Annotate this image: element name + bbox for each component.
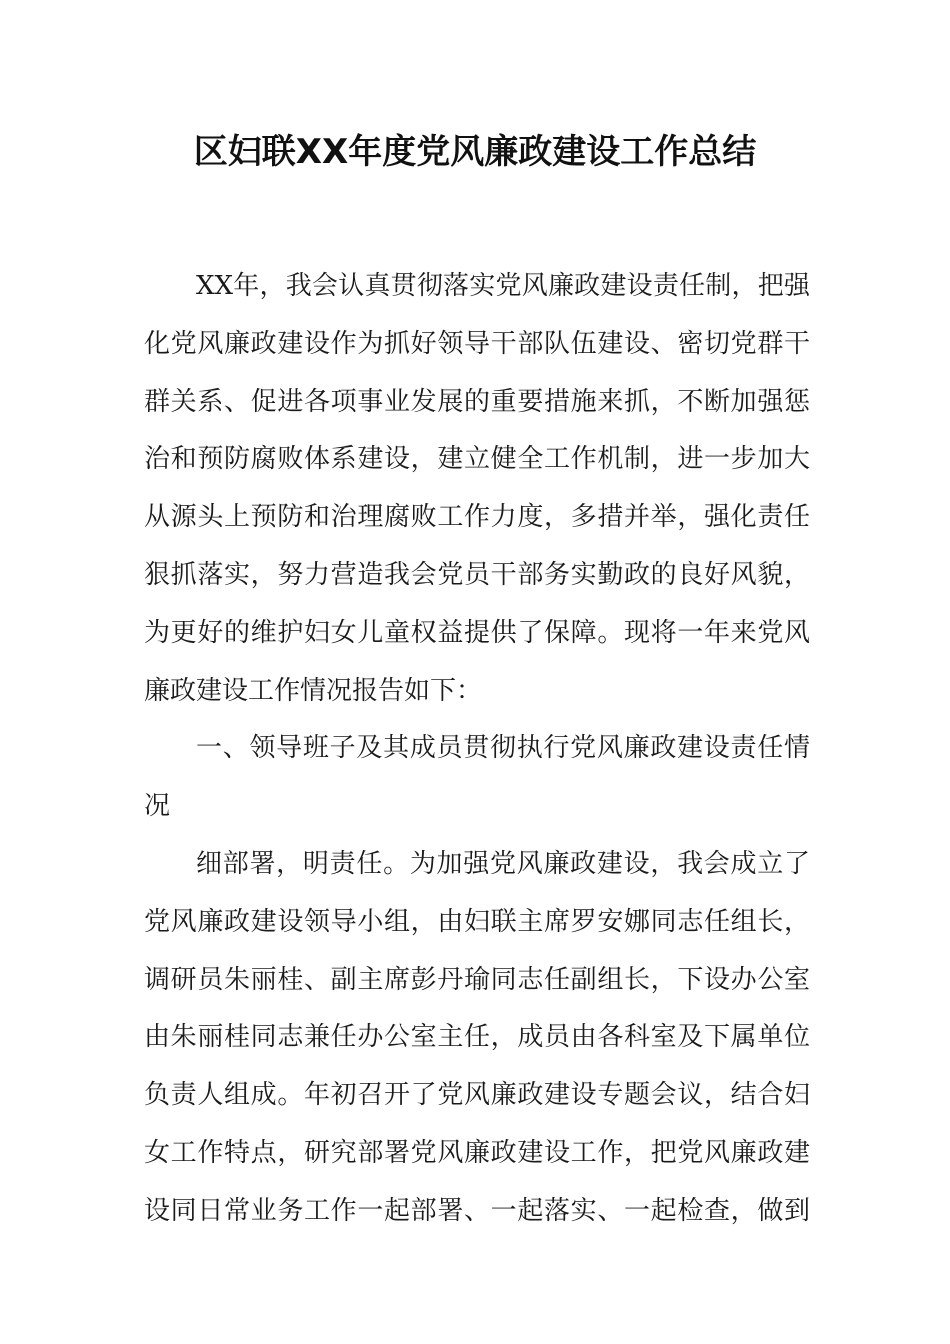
body-line: 治和预防腐败体系建设，建立健全工作机制，进一步加大 (144, 444, 810, 475)
body-line: 调研员朱丽桂、副主席彭丹瑜同志任副组长，下设办公室 (144, 964, 810, 995)
section-heading-line: 一、领导班子及其成员贯彻执行党风廉政建设责任情 (196, 733, 810, 764)
body-line: 女工作特点，研究部署党风廉政建设工作，把党风廉政建 (144, 1137, 810, 1168)
document-title: 区妇联XX年度党风廉政建设工作总结 (193, 132, 757, 172)
body-line: 细部署，明责任。为加强党风廉政建设，我会成立了 (196, 848, 810, 879)
body-line: 由朱丽桂同志兼任办公室主任，成员由各科室及下属单位 (144, 1022, 810, 1053)
body-line: 群关系、促进各项事业发展的重要措施来抓，不断加强惩 (144, 386, 810, 417)
body-line: 为更好的维护妇女儿童权益提供了保障。现将一年来党风 (144, 617, 810, 648)
body-line: 负责人组成。年初召开了党风廉政建设专题会议，结合妇 (144, 1080, 810, 1111)
document-body (144, 258, 810, 1241)
section-heading-line: 况 (144, 791, 171, 822)
body-line: XX年，我会认真贯彻落实党风廉政建设责任制，把强 (196, 271, 810, 301)
body-line: 狠抓落实，努力营造我会党员干部务实勤政的良好风貌， (144, 559, 810, 590)
body-line: 化党风廉政建设作为抓好领导干部队伍建设、密切党群干 (144, 328, 810, 359)
body-line: 党风廉政建设领导小组，由妇联主席罗安娜同志任组长， (144, 906, 810, 937)
body-line: 从源头上预防和治理腐败工作力度，多措并举，强化责任 (144, 502, 810, 533)
body-line: 设同日常业务工作一起部署、一起落实、一起检查，做到 (144, 1195, 810, 1226)
body-line: 廉政建设工作情况报告如下： (144, 675, 483, 706)
